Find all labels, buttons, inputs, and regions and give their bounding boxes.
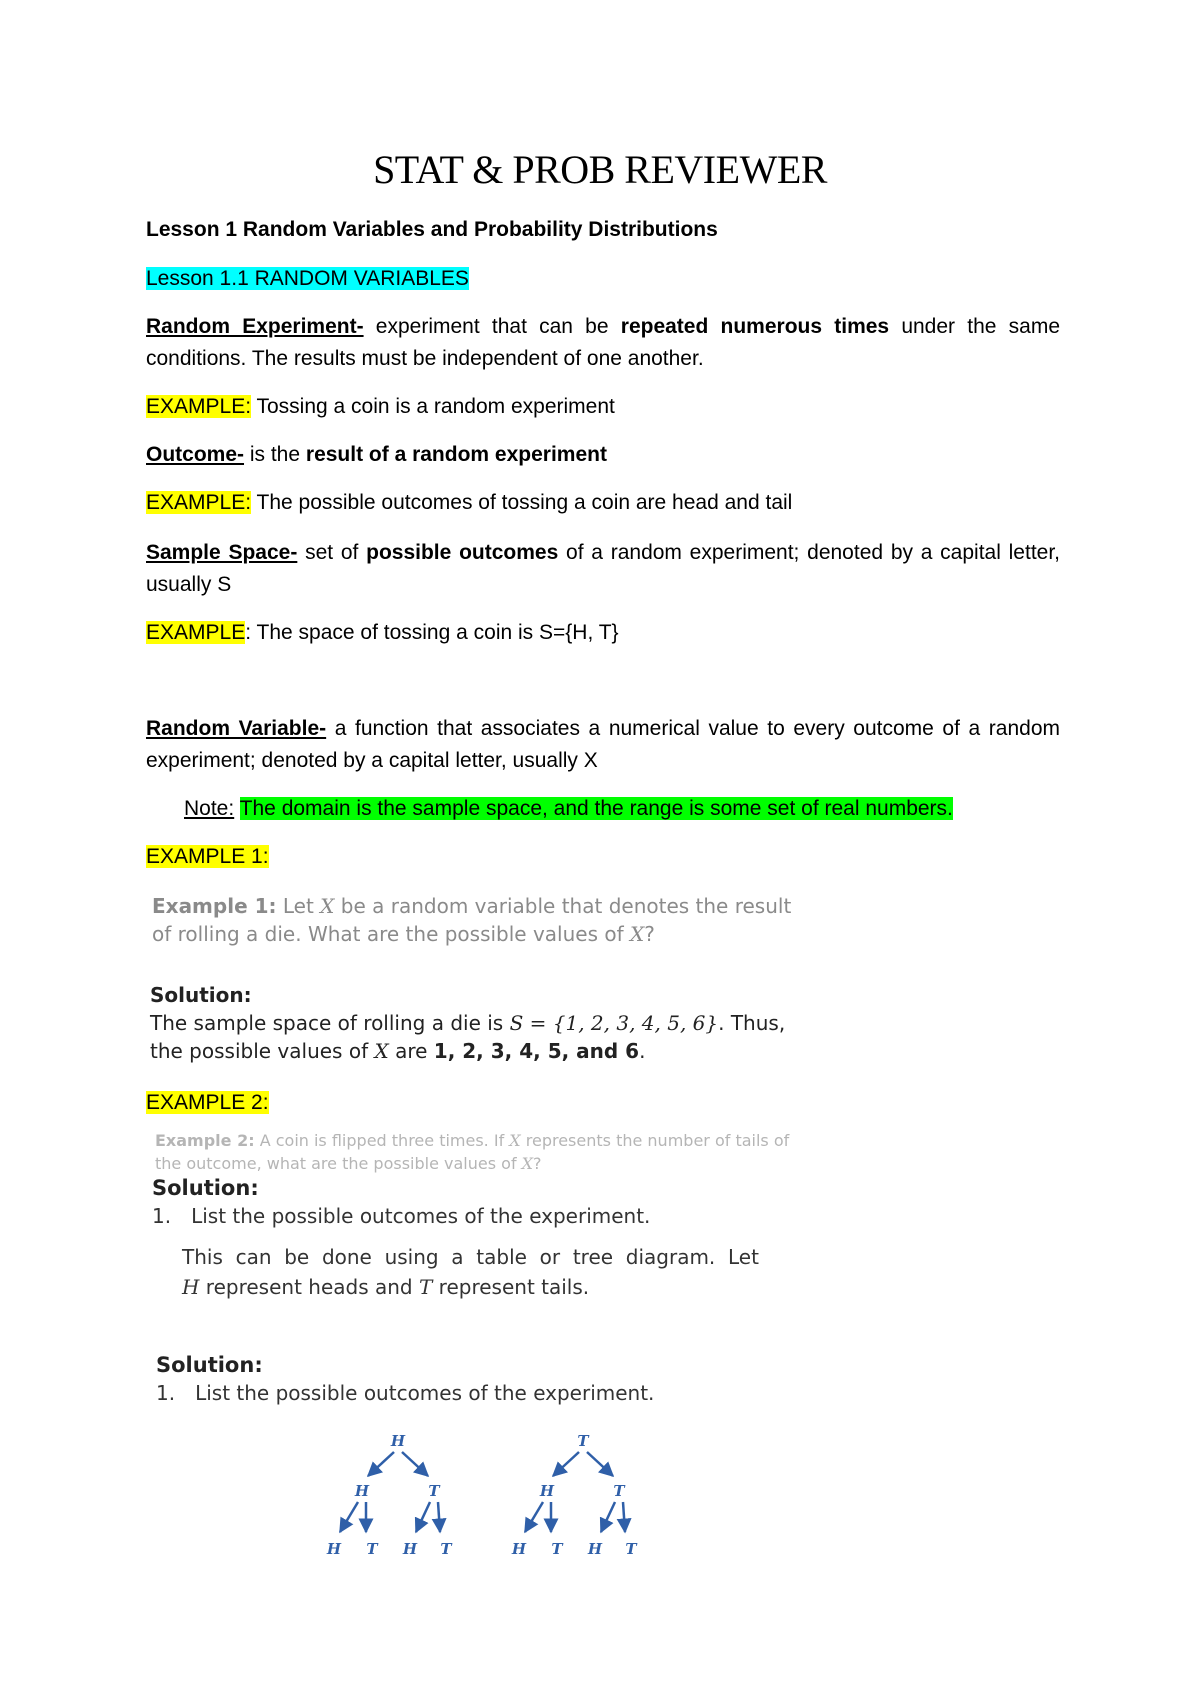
tree-branch [553,1452,579,1476]
tree-leaf-node: H [587,1540,603,1558]
solution-text: . Thus, [718,1011,786,1035]
tree-leaf-node: T [625,1540,637,1558]
tree-diagram [300,1432,700,1572]
example-text: Tossing a coin is a random experiment [251,395,615,418]
example-2-question [155,1129,795,1175]
note-text: The domain is the sample space, and the range is some set of real numbers. [239,797,953,820]
example-2-solution-part1 [152,1176,792,1302]
tree-left [326,1432,454,1558]
step-1-detail: This can be done using a table or tree diagram. Let [182,1245,759,1269]
example-1-label: EXAMPLE 1: [146,845,269,868]
solution-text: the possible values of [150,1039,375,1063]
def-text: is the [244,443,306,466]
tree-mid-node: T [428,1482,440,1500]
question-label: Example 2: [155,1131,255,1150]
variable-x: X [509,1131,521,1150]
variable-h: H [182,1275,200,1299]
tree-branch [368,1452,394,1476]
question-text: the outcome, what are the possible values of [155,1154,522,1173]
possible-values: 1, 2, 3, 4, 5, and 6 [433,1039,640,1063]
example-sample-space [146,617,1060,649]
note-label: Note: [184,797,235,820]
tree-root-node: T [577,1432,589,1450]
example-2-heading [146,1087,1060,1119]
example-text: : The space of tossing a coin is S={H, T} [245,621,619,644]
example-1-heading [146,841,1060,873]
solution-label: Solution: [150,983,252,1007]
tree-branch [438,1502,440,1532]
example-coin-toss [146,391,1060,423]
tree-right [511,1432,639,1558]
def-text: under the same conditions. The results must be independent of one another. [146,315,1060,370]
question-text: represents the number of tails of [520,1131,790,1150]
term-outcome: Outcome- [146,443,245,466]
tree-branch [525,1502,543,1532]
solution-text: The sample space of rolling a die is [150,1011,510,1035]
tree-leaf-node: T [366,1540,378,1558]
tree-branch [402,1452,428,1476]
tree-leaf-node: T [551,1540,563,1558]
tree-mid-node: T [613,1482,625,1500]
page-title: STAT & PROB REVIEWER [373,147,827,192]
tree-leaf-node: H [511,1540,527,1558]
example-2-solution-part2 [156,1353,796,1405]
tree-branch [416,1502,430,1532]
def-text: set of [297,541,367,564]
def-bold: result of a random experiment [305,443,607,466]
question-text: of rolling a die. What are the possible values of [152,922,631,946]
definition-sample-space [146,537,1060,601]
lesson-heading: Lesson 1 Random Variables and Probability Distributions [146,218,718,241]
sample-space-set: S = {1, 2, 3, 4, 5, 6} [509,1011,719,1035]
tree-branch [623,1502,625,1532]
variable-t: T [418,1275,433,1299]
solution-label: Solution: [156,1353,263,1377]
note [184,793,1064,825]
question-label: Example 1: [152,894,277,918]
variable-x: X [521,1154,534,1173]
example-1-question [152,892,792,948]
question-text: ? [533,1154,542,1173]
def-text: of a random experiment; denoted by a capital letter, usually S [146,541,1060,596]
question-text: A coin is flipped three times. If [254,1131,510,1150]
example-text: The possible outcomes of tossing a coin are head and tail [251,491,793,514]
tree-branch [340,1502,358,1532]
lesson-subheading-text: Lesson 1.1 RANDOM VARIABLES [146,267,469,290]
def-bold: repeated numerous times [620,315,890,338]
question-text: Let [276,894,321,918]
solution-label: Solution: [152,1176,259,1200]
solution-text: . [639,1039,646,1063]
solution-text: are [388,1039,434,1063]
definition-random-variable [146,713,1060,777]
tree-root-node: H [390,1432,406,1450]
tree-branch [601,1502,615,1532]
def-text: experiment that can be [363,315,621,338]
step-1-detail: represent heads and [199,1275,419,1299]
tree-mid-node: H [539,1482,555,1500]
example-label: EXAMPLE: [146,395,252,418]
definition-outcome [146,439,1060,471]
example-label: EXAMPLE: [146,491,252,514]
term-random-experiment: Random Experiment- [146,315,364,338]
lesson-subheading [146,263,1060,295]
variable-x: X [374,1039,389,1063]
question-text: be a random variable that denotes the result [334,894,792,918]
example-2-label: EXAMPLE 2: [146,1091,269,1114]
variable-x: X [320,894,335,918]
tree-leaf-node: H [326,1540,342,1558]
variable-x: X [630,922,645,946]
def-bold: possible outcomes [366,541,559,564]
step-1: 1. List the possible outcomes of the experiment. [156,1381,655,1405]
example-outcomes [146,487,1060,519]
example-1-solution [150,981,790,1065]
term-random-variable: Random Variable- [146,717,327,740]
tree-leaf-node: H [402,1540,418,1558]
tree-leaf-node: T [440,1540,452,1558]
tree-mid-node: H [354,1482,370,1500]
def-text: a function that associates a numerical value to every outcome of a random experiment; denoted by a capital letter, usually X [146,717,1060,772]
term-sample-space: Sample Space- [146,541,298,564]
example-label: EXAMPLE [146,621,246,644]
question-text: ? [644,922,655,946]
definition-random-experiment [146,311,1060,375]
step-1: 1. List the possible outcomes of the experiment. [152,1204,651,1228]
tree-branch [587,1452,613,1476]
step-1-detail: represent tails. [432,1275,590,1299]
